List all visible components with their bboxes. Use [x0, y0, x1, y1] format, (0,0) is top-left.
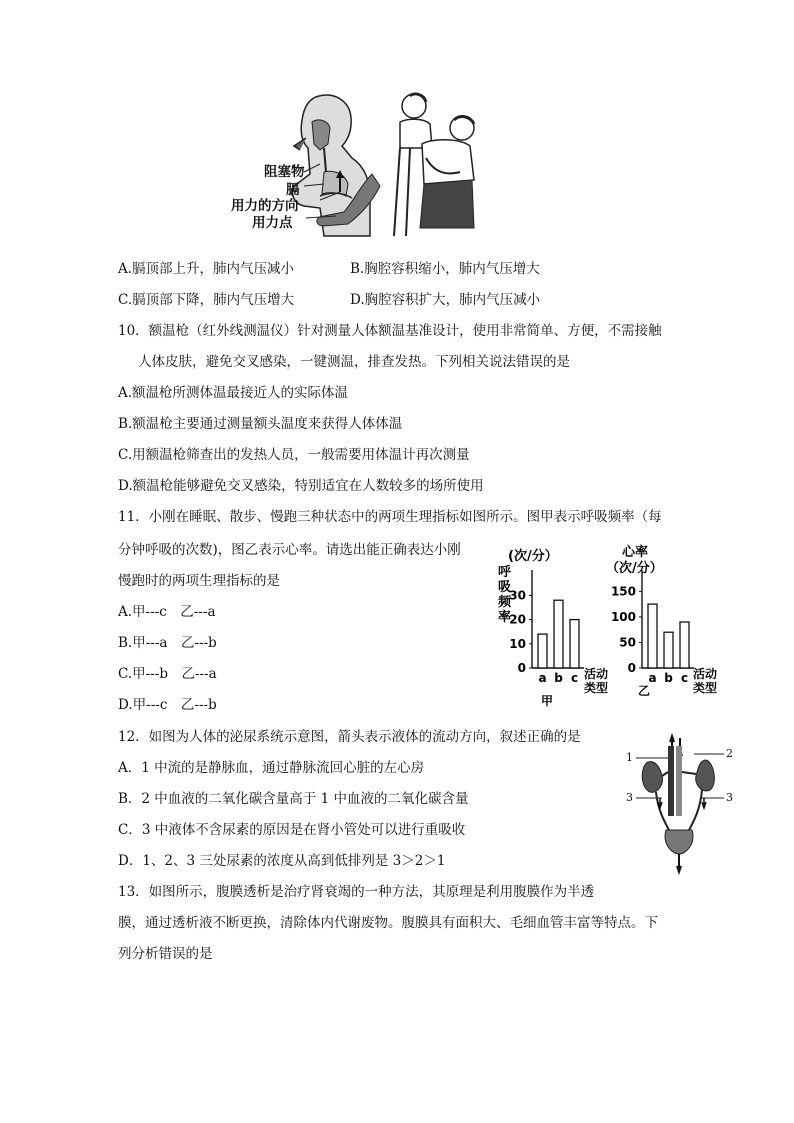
chart-jia-category-a: a [538, 671, 547, 685]
chart-yi-category-b: b [664, 671, 673, 685]
chart-yi-xlabel-1: 活动 [693, 667, 718, 681]
chart-jia-xlabel-2: 类型 [584, 681, 609, 695]
q9-option-b: B.胸腔容积缩小，肺内气压增大 [350, 261, 540, 277]
urinary-label-1: 1 [626, 751, 633, 764]
q10-stem-line2: 人体皮肤，避免交叉感染，一键测温，排查发热。下列相关说法错误的是 [138, 354, 570, 370]
chart-jia-category-b: b [554, 671, 563, 685]
chart-jia-ytick-label: 0 [517, 661, 526, 675]
chart-jia-ylabel-3: 频 [498, 595, 512, 610]
q10-option-a: A.额温枪所测体温最接近人的实际体温 [118, 385, 349, 401]
q12-option-d: D．1、2、3 三处尿素的浓度从高到低排列是 3＞2＞1 [118, 853, 446, 869]
q10-option-c: C.用额温枪筛查出的发热人员，一般需要用体温计再次测量 [118, 447, 470, 463]
q9-option-d: D.胸腔容积扩大，肺内气压减小 [350, 292, 541, 308]
q13-stem-line3: 列分析错误的是 [118, 946, 213, 962]
chart-yi-xlabel-2: 类型 [693, 681, 718, 695]
q10-stem-line1: 10．额温枪（红外线测温仪）针对测量人体额温基准设计，使用非常简单、方便，不需接触 [118, 323, 662, 339]
chart-jia-xlabel-1: 活动 [584, 667, 609, 681]
chart-jia-bar-b [554, 600, 563, 668]
chart-yi-ytick-label: 50 [619, 635, 636, 650]
q11-stem-line1: 11．小刚在睡眠、散步、慢跑三种状态中的两项生理指标如图所示。图甲表示呼吸频率（每 [118, 509, 662, 525]
q10-option-d: D.额温枪能够避免交叉感染，特别适宜在人数较多的场所使用 [118, 478, 484, 494]
chart-yi-bar-c [680, 622, 689, 668]
chart-yi-ytick-label: 0 [627, 661, 636, 675]
chart-jia-ylabel-1: 呼 [498, 565, 512, 580]
q12-option-c: C．3 中液体不含尿素的原因是在肾小管处可以进行重吸收 [118, 822, 466, 838]
chart-yi-category-a: a [648, 671, 657, 685]
chart-jia-ytick-label: 10 [509, 636, 526, 651]
chart-yi-yunit: （次/分） [606, 561, 663, 576]
q11-option-c: C.甲---b 乙---a [118, 666, 217, 682]
chart-jia-ytick-label: 20 [509, 612, 526, 627]
urinary-label-3-left: 3 [626, 791, 633, 804]
q11-option-d: D.甲---c 乙---b [118, 697, 217, 713]
chart-jia-bar-c [570, 620, 579, 668]
chart-jia-ylabel-4: 率 [498, 610, 512, 625]
q11-option-a: A.甲---c 乙---a [118, 604, 216, 620]
q11-charts [488, 540, 728, 710]
figure-label-force-point: 用力点 [252, 215, 293, 231]
chart-yi-title: 乙 [638, 684, 651, 698]
chart-jia-bar-a [538, 634, 547, 668]
q13-stem-line1: 13．如图所示，腹膜透析是治疗肾衰竭的一种方法，其原理是利用腹膜作为半透 [118, 884, 595, 900]
q10-option-b: B.额温枪主要通过测量额头温度来获得人体体温 [118, 416, 403, 432]
urinary-label-3-right: 3 [726, 791, 733, 804]
chart-jia-ytick-label: 30 [509, 588, 526, 603]
chart-jia-ylabel-2: 吸 [498, 580, 512, 595]
chart-yi-category-c: c [680, 671, 689, 685]
chart-jia-category-c: c [570, 671, 579, 685]
q13-stem-line2: 膜，通过透析液不断更换，清除体内代谢废物。腹膜具有面积大、毛细血管丰富等特点。下 [118, 915, 658, 931]
figure-label-blockage: 阻塞物 [264, 164, 305, 180]
chart-jia [498, 548, 608, 708]
chart-yi-bar-a [648, 604, 657, 668]
q12-option-b: B．2 中血液的二氧化碳含量高于 1 中血液的二氧化碳含量 [118, 791, 469, 807]
urinary-label-2: 2 [726, 747, 733, 760]
figure-label-diaphragm: 膈 [286, 182, 300, 198]
chart-yi-ylabel: 心率 [622, 545, 649, 560]
q11-option-b: B.甲---a 乙---b [118, 635, 217, 651]
chart-jia-yunit: (次/分） [508, 549, 558, 564]
chart-yi-bar-b [664, 632, 673, 668]
chart-yi-ytick-label: 100 [610, 609, 636, 624]
figure-label-force-direction: 用力的方向 [231, 198, 299, 214]
chart-yi-ytick-label: 150 [610, 584, 636, 599]
chart-jia-title: 甲 [541, 694, 554, 708]
q9-option-a: A.膈顶部上升，肺内气压减小 [118, 261, 295, 277]
q11-stem-line2: 分钟呼吸的次数)，图乙表示心率。请选出能正确表达小刚 [118, 542, 461, 558]
q9-option-c: C.膈顶部下降，肺内气压增大 [118, 292, 295, 308]
urinary-system-figure [622, 732, 742, 880]
q12-option-a: A．1 中流的是静脉血，通过静脉流回心脏的左心房 [118, 760, 425, 776]
q11-stem-line3: 慢跑时的两项生理指标的是 [118, 573, 280, 589]
q12-stem: 12．如图为人体的泌尿系统示意图，箭头表示液体的流动方向，叙述正确的是 [118, 729, 581, 745]
